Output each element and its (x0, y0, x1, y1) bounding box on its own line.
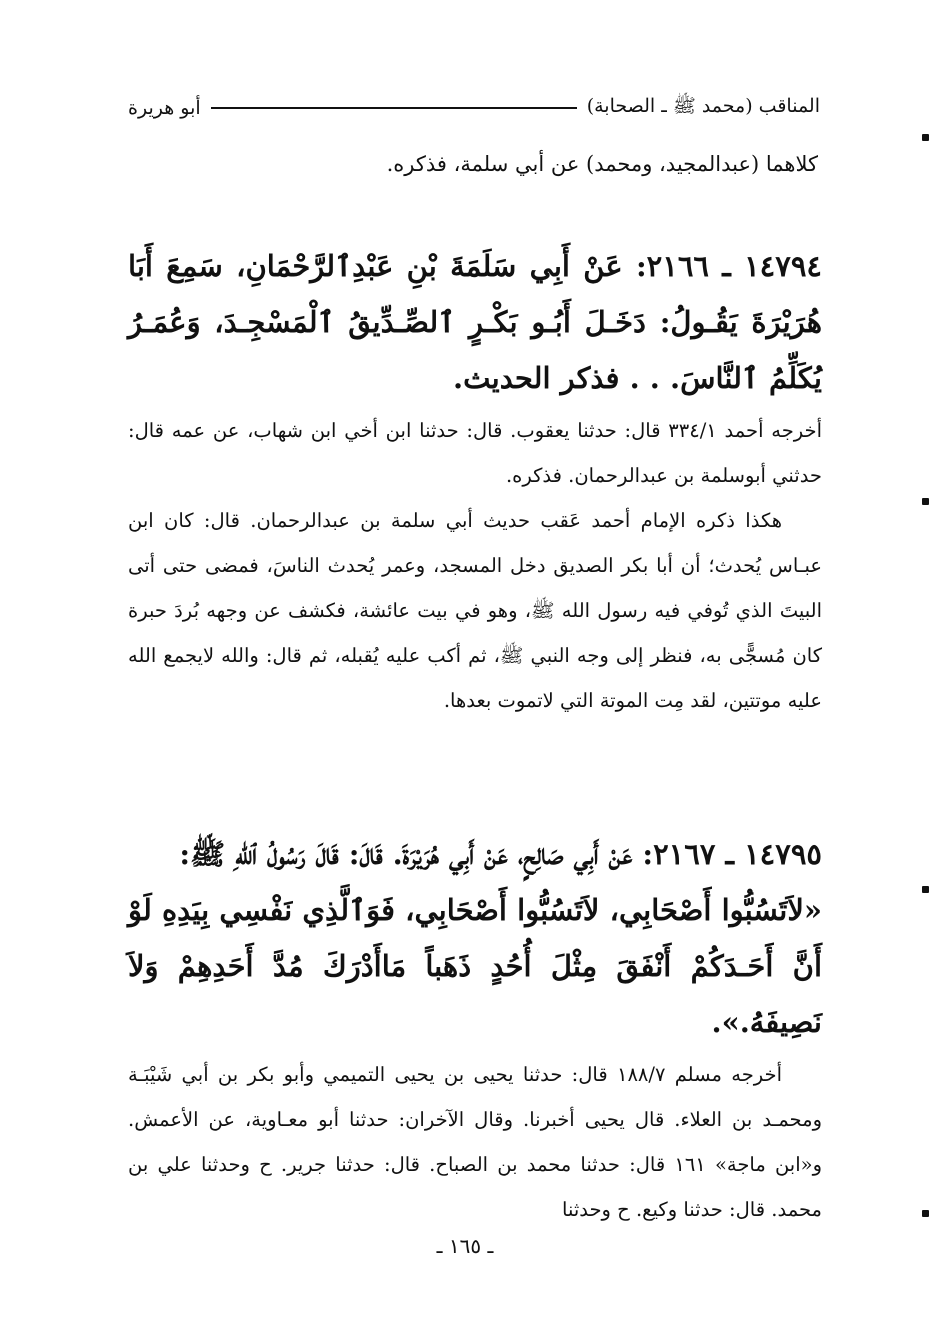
page-number: ـ ١٦٥ ـ (436, 1234, 494, 1258)
margin-dot (922, 1210, 929, 1217)
commentary-14794-source: أخرجه أحمد ٣٣٤/١ قال: حدثنا يعقوب. قال: حدثنا ابن أخي ابن شهاب، عن عمه قال: حدثني أبوسلمة بن عبدالرحمان. فذكره. (128, 419, 822, 487)
hadith-14795 (128, 826, 822, 1050)
commentary-14794 (128, 408, 822, 723)
margin-dot (922, 498, 929, 505)
running-header (128, 92, 820, 124)
margin-dot (922, 134, 929, 141)
hadith-14795-matn: «لاَتَسُبُّوا أَصْحَابِي، لاَتَسُبُّوا أَصْحَابِي، فَوَٱلَّذِي نَفْسِي بِيَدِهِ لَوْ أَنَّ أَحَـدَكُمْ أَنْفَقَ مِثْلَ أُحُدٍ ذَهَباً مَاأَدْرَكَ مُدَّ أَحَدِهِمْ وَلاَ نَصِيفَهُ.». (128, 893, 822, 1039)
commentary-14795 (128, 1052, 822, 1232)
header-rule (211, 107, 577, 109)
commentary-14794-note: هكذا ذكره الإمام أحمد عَقب حديث أبي سلمة بن عبدالرحمان. قال: كان ابن عبـاس يُحدث؛ أن أبا بكر الصديق دخل المسجد، وعمر يُحدث الناسَ، فمضى حتى أتى البيتَ الذي تُوفي فيه رسول الله ﷺ، وهو في بيت عائشة، فكشف عن وجهه بُردَ حبرة كان مُسجًّى به، فنظر إلى وجه النبي ﷺ، ثم أكب عليه يُقبله، ثم قال: والله لايجمع الله عليه موتتين، لقد مِت الموتة التي لاتموت بعدها. (128, 509, 822, 712)
header-chapter-title: المناقب (محمد ﷺ ـ الصحابة) (586, 95, 820, 117)
header-section-title: أبو هريرة (128, 97, 201, 119)
commentary-14795-source: أخرجه مسلم ١٨٨/٧ قال: حدثنا يحيى بن يحيى التميمي وأبو بكر بن أبي شَيْبَـة ومحمـد بن العلاء. قال يحيى أخبرنا. وقال الآخران: حدثنا أبو معـاوية، عن الأعمش. و«ابن ماجة» ١٦١ قال: حدثنا محمد بن الصباح. قال: حدثنا جرير. ح وحدثنا علي بن محمد. قال: حدثنا وكيع. ح وحدثنا (128, 1063, 822, 1221)
intro-line: كلاهما (عبدالمجيد، ومحمد) عن أبي سلمة، فذكره. (386, 152, 818, 176)
margin-dot (922, 886, 929, 893)
hadith-14795-isnad: ١٤٧٩٥ ـ ٢١٦٧: عَنْ أَبِي صَالِحٍ، عَنْ أَبِي هُرَيْرَةَ. قَالَ: قَالَ رَسُولُ ٱللهِ ﷺ: (179, 837, 822, 871)
hadith-14794: ١٤٧٩٤ ـ ٢١٦٦: عَنْ أَبِي سَلَمَةَ بْنِ عَبْدِٱلرَّحْمَانِ، سَمِعَ أَبَا هُرَيْرَةَ يَقُـولُ: دَخَـلَ أَبُـو بَكْـرٍ ٱلصِّـدِّيقُ ٱلْمَسْجِـدَ، وَعُمَـرُ يُكَلِّمُ ٱلنَّاسَ. . . فذكر الحديث. (128, 249, 822, 395)
